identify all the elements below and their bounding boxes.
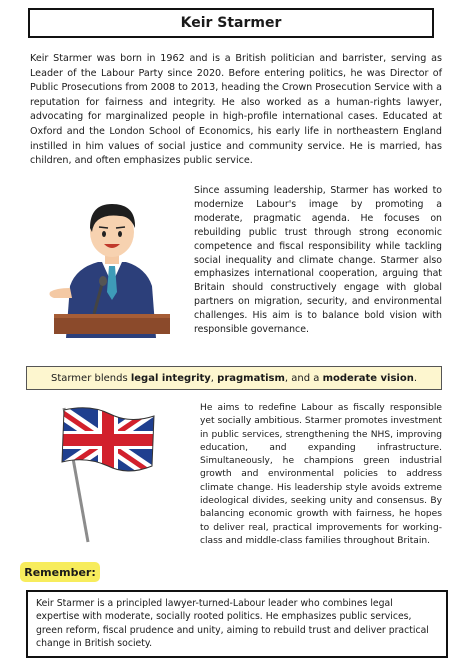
highlight-term-vision: moderate vision — [322, 372, 414, 384]
highlight-sep2: , and a — [284, 372, 323, 384]
remember-text: Remember: — [24, 565, 96, 579]
highlight-banner — [26, 366, 442, 390]
remember-label — [20, 562, 100, 582]
title-box — [28, 8, 434, 38]
policy-paragraph: He aims to redefine Labour as fiscally responsible yet socially ambitious. Starmer promotes investment in public services, strengthening the NHS, improving education, and expanding infrastructure. Simultaneously, he champions green industrial growth and environmental policies to address climate change. His leadership style avoids extreme ideological divides, seeking unity and consensus. By balancing economic growth with fairness, he hopes to deliver real, practical improvements for working-class and middle-class families throughout Britain. — [200, 403, 442, 546]
leadership-paragraph: Since assuming leadership, Starmer has worked to modernize Labour's image by promoting a moderate, pragmatic agenda. He focuses on rebuilding public trust through strong economic competence and fiscal responsibility while tackling social inequality and climate change. Starmer also emphasizes international cooperation, arguing that Britain should constructively engage with global partners on migration, security, and environmental challenges. His aim is to balance bold vision with responsible governance. — [194, 185, 442, 336]
union-jack-flag-icon — [50, 404, 160, 544]
summary-box: Keir Starmer is a principled lawyer-turned-Labour leader who combines legal expertise with moderate, socially rooted politics. He emphasizes public services, green reform, fiscal prudence and unity, aiming to rebuild trust and deliver practical change in British society. — [26, 590, 448, 658]
highlight-term-pragmatism: pragmatism — [217, 372, 285, 384]
politician-at-podium-icon — [46, 188, 176, 338]
highlight-suffix: . — [413, 372, 418, 384]
highlight-prefix: Starmer blends — [50, 372, 131, 384]
highlight-sep1: , — [210, 372, 218, 384]
highlight-term-integrity: legal integrity — [130, 372, 211, 384]
intro-paragraph: Keir Starmer was born in 1962 and is a British politician and barrister, serving as Leader of the Labour Party since 2020. Before entering politics, he was Director of Public Prosecutions from 2008 to 2013, heading the Crown Prosecution Service with a reputation for fairness and integrity. He also worked as a human-rights lawyer, advocating for marginalized people in high-profile international cases. Educated at Oxford and the London School of Economics, his early life in northeastern England instilled in him values of social justice and community service. He is married, has children, and often emphasizes public service. — [30, 53, 442, 167]
page-title: Keir Starmer — [180, 15, 282, 31]
